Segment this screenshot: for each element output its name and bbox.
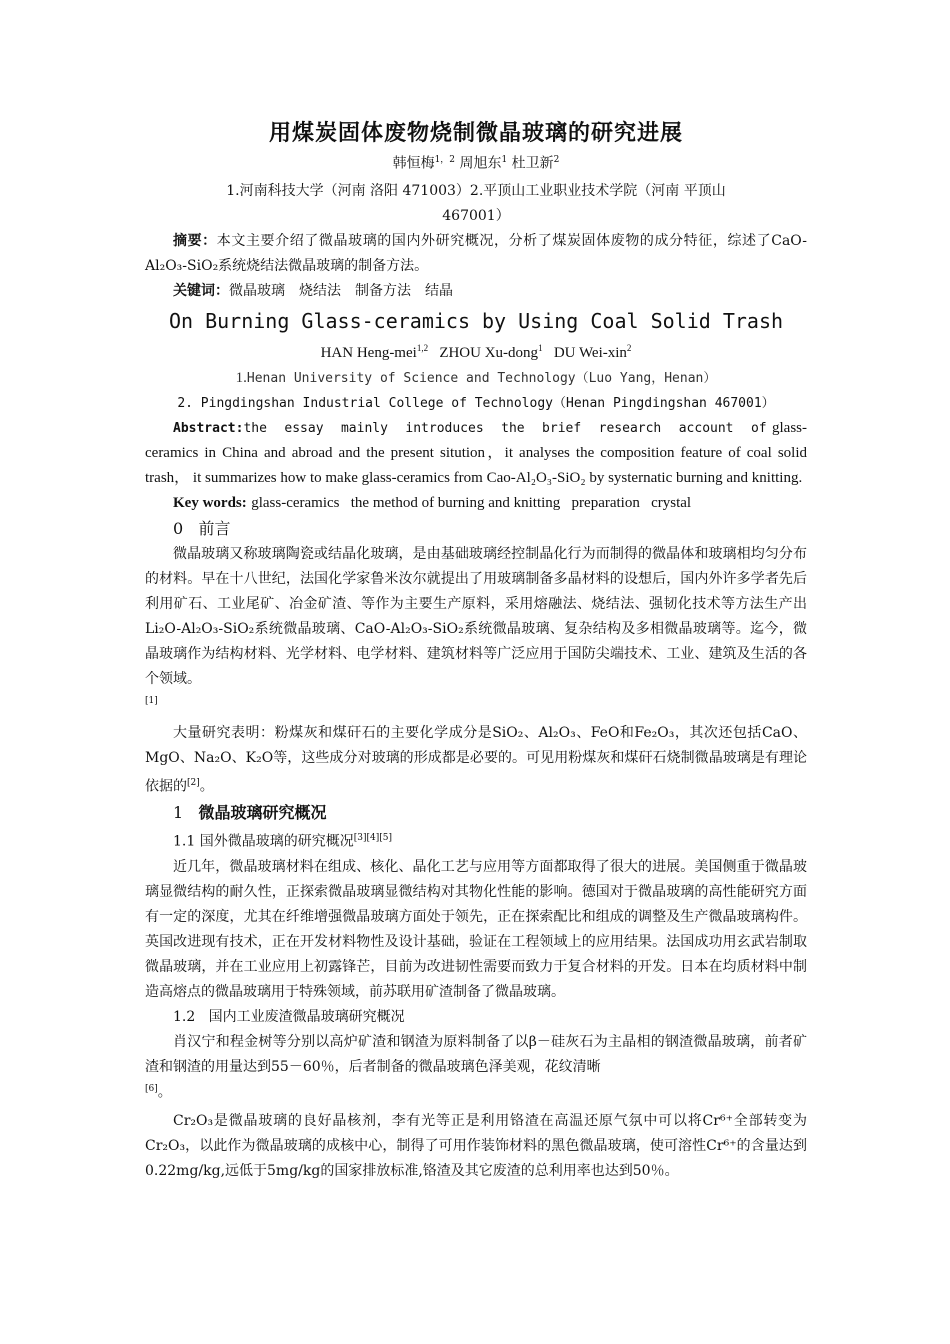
- para-1-2a-end: 。: [157, 1084, 172, 1101]
- para-intro-1: [145, 542, 807, 718]
- author-2: 周旭东: [459, 155, 502, 172]
- keywords-cn-label: 关键词：: [173, 282, 229, 299]
- section-0-heading: [145, 516, 807, 542]
- para-intro-2-text: 大量研究表明：粉煤灰和煤矸石的主要化学成分是SiO₂、Al₂O₃、FeO和Fe₂O₃，其次还包括CaO、MgO、Na₂O、K₂O等，这些成分对玻璃的形成都是必要的。可见用粉煤灰和煤矸石烧制微晶玻璃是有理论依据的: [145, 725, 807, 795]
- section-1-1-num: 1.1: [173, 833, 196, 850]
- abstract-en-label: Abstract:: [173, 420, 244, 436]
- paper-title: 用煤炭固体废物烧制微晶玻璃的研究进展: [268, 120, 683, 146]
- keywords-en: [145, 491, 807, 516]
- author-en-3: DU Wei-xin: [553, 344, 627, 361]
- section-1-2-title: 国内工业废渣微晶玻璃研究概况: [208, 1008, 405, 1025]
- author-3-affil: 2: [553, 155, 560, 165]
- para-1-2b: Cr₂O₃是微晶玻璃的良好晶核剂，李有光等正是利用铬渣在高温还原气氛中可以将Cr⁶⁺全部转变为Cr₂O₃，以此作为微晶玻璃的成核中心，制得了可用作装饰材料的黑色微晶玻璃，使可溶性Cr⁶⁺的含量达到0.22mg/kg,远低于5mg/kg的国家排放标准,铬渣及其它废渣的总利用率也达到50％。: [145, 1113, 807, 1180]
- abstract-en: [145, 416, 807, 491]
- abstract-en-text: glass-ceramics in China and abroad and the present sitution，it analyses the composition feature of coal solid trash， it summarizes how to make glass-ceramics from Cao-Al₂O₃-SiO₂ by systernatic burning and knitting.: [145, 419, 808, 486]
- author-2-affil: 1: [501, 155, 508, 165]
- affiliation-en-line1: [145, 366, 807, 391]
- authors-cn: [145, 148, 807, 177]
- author-1: 韩恒梅: [392, 155, 435, 172]
- citation-2: [2]: [187, 778, 200, 789]
- section-1-1-title: 国外微晶玻璃的研究概况: [199, 833, 354, 850]
- para-intro-2: [145, 721, 807, 800]
- affiliation-cn-line1: 1.河南科技大学（河南 洛阳 471003）2.平顶山工业职业技术学院（河南 平顶山: [226, 182, 726, 199]
- author-3: 杜卫新: [511, 155, 554, 172]
- author-en-2: ZHOU Xu-dong: [439, 344, 539, 361]
- author-en-1-affil: 1,2: [416, 342, 429, 353]
- keywords-cn: [145, 279, 807, 304]
- citation-3-5: [3][4][5]: [353, 832, 392, 843]
- paper-page: [145, 118, 807, 1184]
- author-en-3-affil: 2: [626, 342, 632, 353]
- section-0-num: 0: [173, 518, 184, 538]
- section-1-2-num: 1.2: [173, 1008, 196, 1025]
- para-intro-1-text: 微晶玻璃又称玻璃陶瓷或结晶化玻璃，是由基础玻璃经控制晶化行为而制得的微晶体和玻璃相均匀分布的材料。早在十八世纪，法国化学家鲁米汝尔就提出了用玻璃制备多晶材料的设想后，国内外许多学者先后利用矿石、工业尾矿、冶金矿渣、等作为主要生产原料，采用熔融法、烧结法、强韧化技术等方法生产出Li₂O-Al₂O₃-SiO₂系统微晶玻璃、CaO-Al₂O₃-SiO₂系统微晶玻璃、复杂结构及多相微晶玻璃等。迄今，微晶玻璃作为结构材料、光学材料、电学材料、建筑材料等广泛应用于国防尖端技术、工业、建筑及生活的各个领域。: [145, 545, 807, 687]
- abstract-cn-text: 本文主要介绍了微晶玻璃的国内外研究概况，分析了煤炭固体废物的成分特征，综述了CaO-Al₂O₃-SiO₂系统烧结法微晶玻璃的制备方法。: [145, 232, 808, 274]
- section-1-num: 1: [173, 802, 184, 822]
- para-intro-2-end: 。: [199, 778, 214, 795]
- citation-1: [1]: [145, 695, 158, 706]
- affiliation-en-num: 1.: [235, 369, 247, 386]
- section-1-2-heading: [145, 1005, 807, 1030]
- abstract-cn-label: 摘要：: [173, 232, 217, 249]
- author-en-2-affil: 1: [538, 342, 543, 353]
- abstract-cn: [145, 229, 807, 279]
- para-1-1: 近几年，微晶玻璃材料在组成、核化、晶化工艺与应用等方面都取得了很大的进展。美国侧重于微晶玻璃显微结构的耐久性，正探索微晶玻璃显微结构对其物化性能的影响。德国对于微晶玻璃的高性能研究方面有一定的深度，尤其在纤维增强微晶玻璃方面处于领先，正在探索配比和组成的调整及生产微晶玻璃构件。英国改进现有技术，正在开发材料物性及设计基础，验证在工程领域上的应用结果。法国成功用玄武岩制取微晶玻璃，并在工业应用上初露锋芒，目前为改进韧性需要而致力于复合材料的开发。日本在均质材料中制造高熔点的微晶玻璃用于特殊领域，前苏联用矿渣制备了微晶玻璃。: [145, 858, 807, 1000]
- section-1-1-heading: [145, 826, 807, 855]
- affiliation-en-text: Henan University of Science and Technology（Luo Yang，Henan）: [246, 370, 717, 386]
- author-en-1: HAN Heng-mei: [320, 344, 417, 361]
- para-1-2a: [145, 1030, 807, 1106]
- section-1-heading: [145, 800, 807, 826]
- paper-title-en: On Burning Glass-ceramics by Using Coal Solid Trash: [168, 308, 784, 333]
- authors-en: [145, 336, 807, 366]
- keywords-cn-text: 微晶玻璃 烧结法 制备方法 结晶: [229, 282, 453, 299]
- affiliation-cn-line2: 467001）: [442, 207, 510, 224]
- citation-6: [6]: [145, 1083, 158, 1094]
- section-0-title: 前言: [198, 518, 231, 538]
- abstract-en-mono: the essay mainly introduces the brief research account of: [243, 420, 767, 436]
- author-1-affil: 1，2: [434, 155, 456, 165]
- keywords-en-text: glass-ceramics the method of burning and knitting preparation crystal: [251, 494, 692, 511]
- section-1-title: 微晶玻璃研究概况: [198, 802, 327, 822]
- keywords-en-label: Key words:: [173, 494, 247, 511]
- para-1-2a-text: 肖汉宁和程金树等分别以高炉矿渣和钢渣为原料制备了以β－硅灰石为主晶相的钢渣微晶玻璃，前者矿渣和钢渣的用量达到55－60％，后者制备的微晶玻璃色泽美观，花纹清晰: [145, 1033, 807, 1075]
- affiliation-en-line2: 2. Pingdingshan Industrial College of Technology（Henan Pingdingshan 467001）: [177, 395, 775, 411]
